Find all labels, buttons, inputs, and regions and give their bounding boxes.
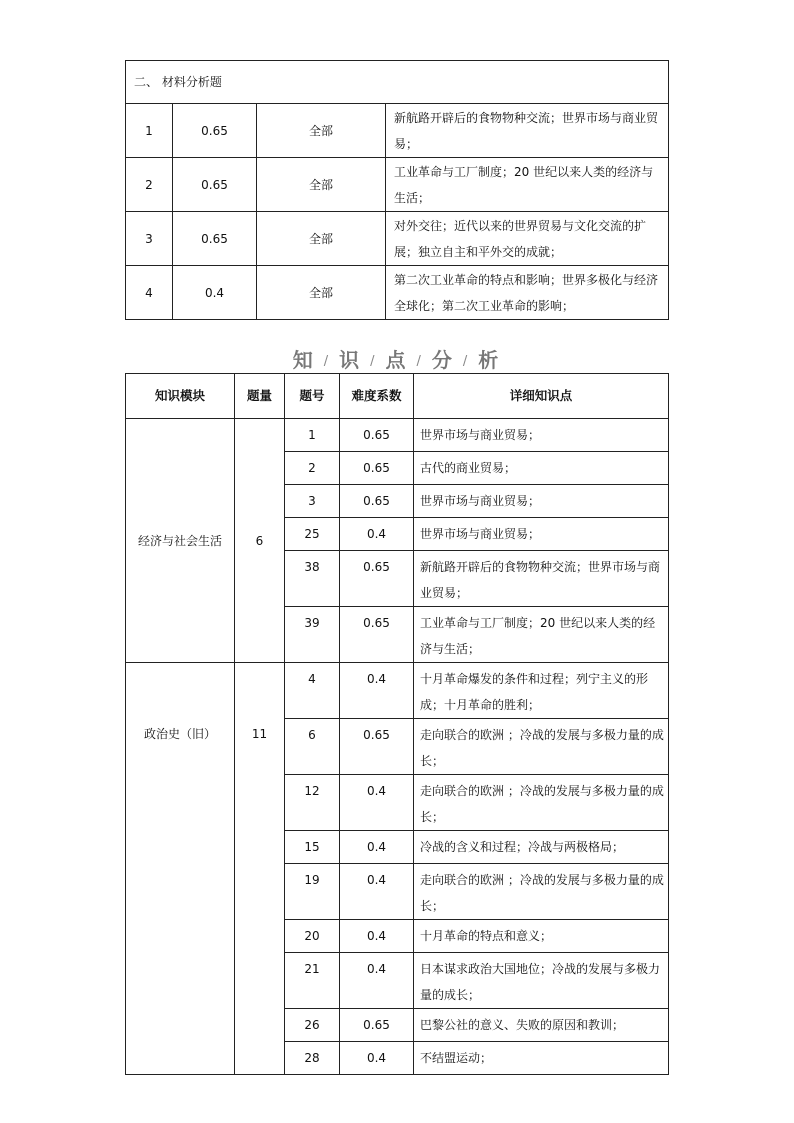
question-number: 38 <box>285 551 340 607</box>
heading-char: 分 <box>431 348 454 372</box>
question-number: 28 <box>285 1042 340 1075</box>
table-row <box>126 663 669 719</box>
question-number: 19 <box>285 864 340 920</box>
question-number: 4 <box>126 266 173 320</box>
difficulty-value: 0.65 <box>340 607 414 663</box>
difficulty-value: 0.4 <box>340 1042 414 1075</box>
question-number: 4 <box>285 663 340 719</box>
knowledge-detail: 世界市场与商业贸易； <box>414 485 669 518</box>
knowledge-points: 工业革命与工厂制度；20 世纪以来人类的经济与生活； <box>386 158 669 212</box>
table-row <box>126 158 669 212</box>
difficulty-value: 0.65 <box>340 1009 414 1042</box>
knowledge-detail: 走向联合的欧洲 ；冷战的发展与多极力量的成长； <box>414 719 669 775</box>
knowledge-detail: 不结盟运动； <box>414 1042 669 1075</box>
difficulty-value: 0.4 <box>340 864 414 920</box>
question-number: 12 <box>285 775 340 831</box>
question-number: 26 <box>285 1009 340 1042</box>
difficulty-value: 0.4 <box>340 953 414 1009</box>
heading-char: 析 <box>478 348 501 372</box>
knowledge-detail: 日本谋求政治大国地位；冷战的发展与多极力量的成长； <box>414 953 669 1009</box>
knowledge-detail: 世界市场与商业贸易； <box>414 419 669 452</box>
scope-value: 全部 <box>257 104 386 158</box>
knowledge-detail: 新航路开辟后的食物物种交流；世界市场与商业贸易； <box>414 551 669 607</box>
column-header-number: 题号 <box>285 374 340 419</box>
question-number: 15 <box>285 831 340 864</box>
difficulty-value: 0.65 <box>340 719 414 775</box>
question-number: 6 <box>285 719 340 775</box>
table-row <box>126 266 669 320</box>
question-number: 2 <box>126 158 173 212</box>
difficulty-value: 0.4 <box>340 775 414 831</box>
difficulty-value: 0.65 <box>173 212 257 266</box>
knowledge-detail: 世界市场与商业贸易； <box>414 518 669 551</box>
knowledge-detail: 走向联合的欧洲 ；冷战的发展与多极力量的成长； <box>414 775 669 831</box>
column-header-count: 题量 <box>235 374 285 419</box>
question-number: 21 <box>285 953 340 1009</box>
question-number: 25 <box>285 518 340 551</box>
knowledge-detail: 十月革命的特点和意义； <box>414 920 669 953</box>
difficulty-value: 0.65 <box>340 452 414 485</box>
table-row <box>126 212 669 266</box>
heading-separator: / <box>323 354 331 369</box>
knowledge-points: 第二次工业革命的特点和影响；世界多极化与经济全球化；第二次工业革命的影响； <box>386 266 669 320</box>
column-header-difficulty: 难度系数 <box>340 374 414 419</box>
question-number: 3 <box>126 212 173 266</box>
question-number: 20 <box>285 920 340 953</box>
heading-char: 知 <box>292 348 315 372</box>
knowledge-detail: 走向联合的欧洲 ；冷战的发展与多极力量的成长； <box>414 864 669 920</box>
table-header-row <box>126 374 669 419</box>
module-name: 政治史（旧） <box>126 663 235 1075</box>
difficulty-value: 0.65 <box>173 104 257 158</box>
difficulty-value: 0.4 <box>340 831 414 864</box>
question-number: 1 <box>126 104 173 158</box>
scope-value: 全部 <box>257 266 386 320</box>
material-analysis-table <box>125 60 669 320</box>
knowledge-detail: 古代的商业贸易； <box>414 452 669 485</box>
column-header-module: 知识模块 <box>126 374 235 419</box>
knowledge-points: 新航路开辟后的食物物种交流；世界市场与商业贸易； <box>386 104 669 158</box>
difficulty-value: 0.65 <box>340 551 414 607</box>
question-number: 3 <box>285 485 340 518</box>
module-name: 经济与社会生活 <box>126 419 235 663</box>
heading-char: 点 <box>385 348 408 372</box>
difficulty-value: 0.65 <box>340 485 414 518</box>
difficulty-value: 0.4 <box>340 518 414 551</box>
difficulty-value: 0.4 <box>340 920 414 953</box>
knowledge-points: 对外交往；近代以来的世界贸易与文化交流的扩展；独立自主和平外交的成就； <box>386 212 669 266</box>
heading-separator: / <box>462 354 470 369</box>
question-number: 2 <box>285 452 340 485</box>
knowledge-analysis-table <box>125 373 669 1075</box>
knowledge-detail: 工业革命与工厂制度；20 世纪以来人类的经济与生活； <box>414 607 669 663</box>
section-title: 二、 材料分析题 <box>126 61 669 104</box>
knowledge-detail: 十月革命爆发的条件和过程；列宁主义的形成；十月革命的胜利； <box>414 663 669 719</box>
column-header-detail: 详细知识点 <box>414 374 669 419</box>
difficulty-value: 0.4 <box>340 663 414 719</box>
question-number: 1 <box>285 419 340 452</box>
heading-separator: / <box>370 354 377 369</box>
knowledge-detail: 冷战的含义和过程；冷战与两极格局； <box>414 831 669 864</box>
difficulty-value: 0.4 <box>173 266 257 320</box>
scope-value: 全部 <box>257 212 386 266</box>
difficulty-value: 0.65 <box>340 419 414 452</box>
question-number: 39 <box>285 607 340 663</box>
heading-char: 识 <box>339 348 362 372</box>
heading-separator: / <box>416 354 423 369</box>
module-count: 11 <box>235 663 285 1075</box>
module-count: 6 <box>235 419 285 663</box>
knowledge-detail: 巴黎公社的意义、失败的原因和教训； <box>414 1009 669 1042</box>
table-row <box>126 419 669 452</box>
table-row <box>126 104 669 158</box>
scope-value: 全部 <box>257 158 386 212</box>
difficulty-value: 0.65 <box>173 158 257 212</box>
